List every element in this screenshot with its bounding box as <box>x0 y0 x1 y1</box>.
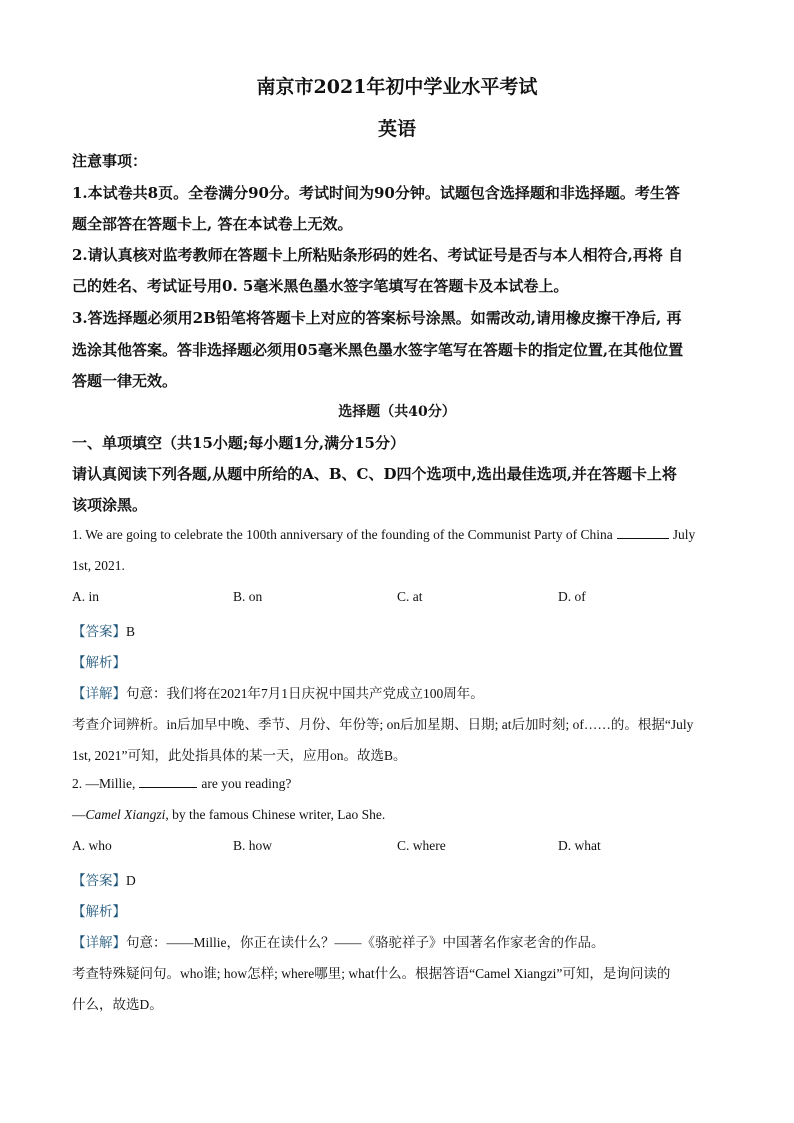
question-1-stem-line2: 1st, 2021. <box>72 558 125 573</box>
notice-line-5: 3.答选择题必须用2B铅笔将答题卡上对应的答案标号涂黑。如需改动,请用橡皮擦干净后, 再 <box>72 309 682 327</box>
analysis-tag: 【解析】 <box>72 655 126 670</box>
question-1-stem <box>72 527 722 543</box>
notice-line-2: 题全部答在答题卡上, 答在本试卷上无效。 <box>72 215 353 233</box>
question-2-stem <box>72 776 722 792</box>
question-1-options <box>72 589 722 607</box>
question-1-explain-2: 1st, 2021”可知，此处指具体的某一天，应用on。故选B。 <box>72 748 407 763</box>
question-2-analysis-tag <box>72 900 722 920</box>
question-1-stem-text: 1. We are going to celebrate the 100th anniversary of the founding of the Communist Party of China <box>72 527 613 542</box>
notice-line-3: 2.请认真核对监考教师在答题卡上所粘贴条形码的姓名、考试证号是否与本人相符合,再将 自 <box>72 246 684 264</box>
question-2-answer <box>72 869 722 889</box>
notice-line-1: 1.本试卷共8页。全卷满分90分。考试时间为90分钟。试题包含选择题和非选择题。考生答 <box>72 184 680 202</box>
notice-line-6: 选涂其他答案。答非选择题必须用05毫米黑色墨水签字笔写在答题卡的指定位置,在其他位置 <box>72 341 684 359</box>
question-1-answer-value: B <box>126 624 136 639</box>
question-1-option-b: B. on <box>233 589 263 604</box>
question-1-stem-end: July <box>672 527 696 542</box>
question-2-option-b: B. how <box>233 838 273 853</box>
notice-heading: 注意事项： <box>72 152 148 170</box>
instructions-line-1: 请认真阅读下列各题,从题中所给的A、B、C、D四个选项中,选出最佳选项,并在答题卡上将 <box>72 465 677 483</box>
question-2-explain-2: 什么，故选D。 <box>72 997 163 1012</box>
question-1-answer <box>72 620 722 640</box>
question-2-answer-value: D <box>126 873 136 888</box>
question-2-detail <box>72 931 722 951</box>
question-2-option-a: A. who <box>72 838 112 853</box>
question-1-blank <box>617 527 669 539</box>
question-2-explain-1: 考查特殊疑问句。who谁; how怎样; where哪里; what什么。根据答语“Camel Xiangzi”可知，是询问读的 <box>72 966 671 981</box>
question-2-option-d: D. what <box>558 838 601 853</box>
instructions-line-2: 该项涂黑。 <box>72 496 148 514</box>
section-heading: 选择题（共40分） <box>338 404 456 420</box>
analysis-tag: 【解析】 <box>72 904 126 919</box>
answer-tag: 【答案】 <box>72 873 126 888</box>
notice-line-7: 答题一律无效。 <box>72 372 178 390</box>
detail-tag: 【详解】 <box>72 935 126 950</box>
question-1-option-c: C. at <box>397 589 423 604</box>
question-2-option-c: C. where <box>397 838 446 853</box>
question-1-explain-1: 考查介词辨析。in后加早中晚、季节、月份、年份等; on后加星期、日期; at后加时刻; of……的。根据“July <box>72 717 694 732</box>
question-2-stem-end: are you reading? <box>201 776 292 791</box>
question-2-blank <box>139 776 197 788</box>
question-2-options <box>72 838 722 856</box>
question-1-option-d: D. of <box>558 589 586 604</box>
question-1-detail <box>72 682 722 702</box>
question-1-option-a: A. in <box>72 589 99 604</box>
question-1-detail-text: 句意：我们将在2021年7月1日庆祝中国共产党成立100周年。 <box>126 686 484 701</box>
question-2-stem-text: 2. —Millie, <box>72 776 136 791</box>
exam-title: 南京市2021年初中学业水平考试 <box>256 76 538 98</box>
book-title: Camel Xiangzi <box>85 807 166 822</box>
exam-subject: 英语 <box>377 118 416 140</box>
detail-tag: 【详解】 <box>72 686 126 701</box>
answer-tag: 【答案】 <box>72 624 126 639</box>
question-2-detail-text: 句意：——Millie，你正在读什么？——《骆驼祥子》中国著名作家老舍的作品。 <box>126 935 605 950</box>
reply-dash: — <box>72 807 86 822</box>
question-1-analysis-tag <box>72 651 722 671</box>
reply-rest: , by the famous Chinese writer, Lao She. <box>165 807 386 822</box>
notice-line-4: 己的姓名、考试证号用0. 5毫米黑色墨水签字笔填写在答题卡及本试卷上。 <box>72 277 569 295</box>
part-heading: 一、单项填空（共15小题;每小题1分,满分15分） <box>72 434 405 452</box>
question-2-reply <box>72 807 722 823</box>
